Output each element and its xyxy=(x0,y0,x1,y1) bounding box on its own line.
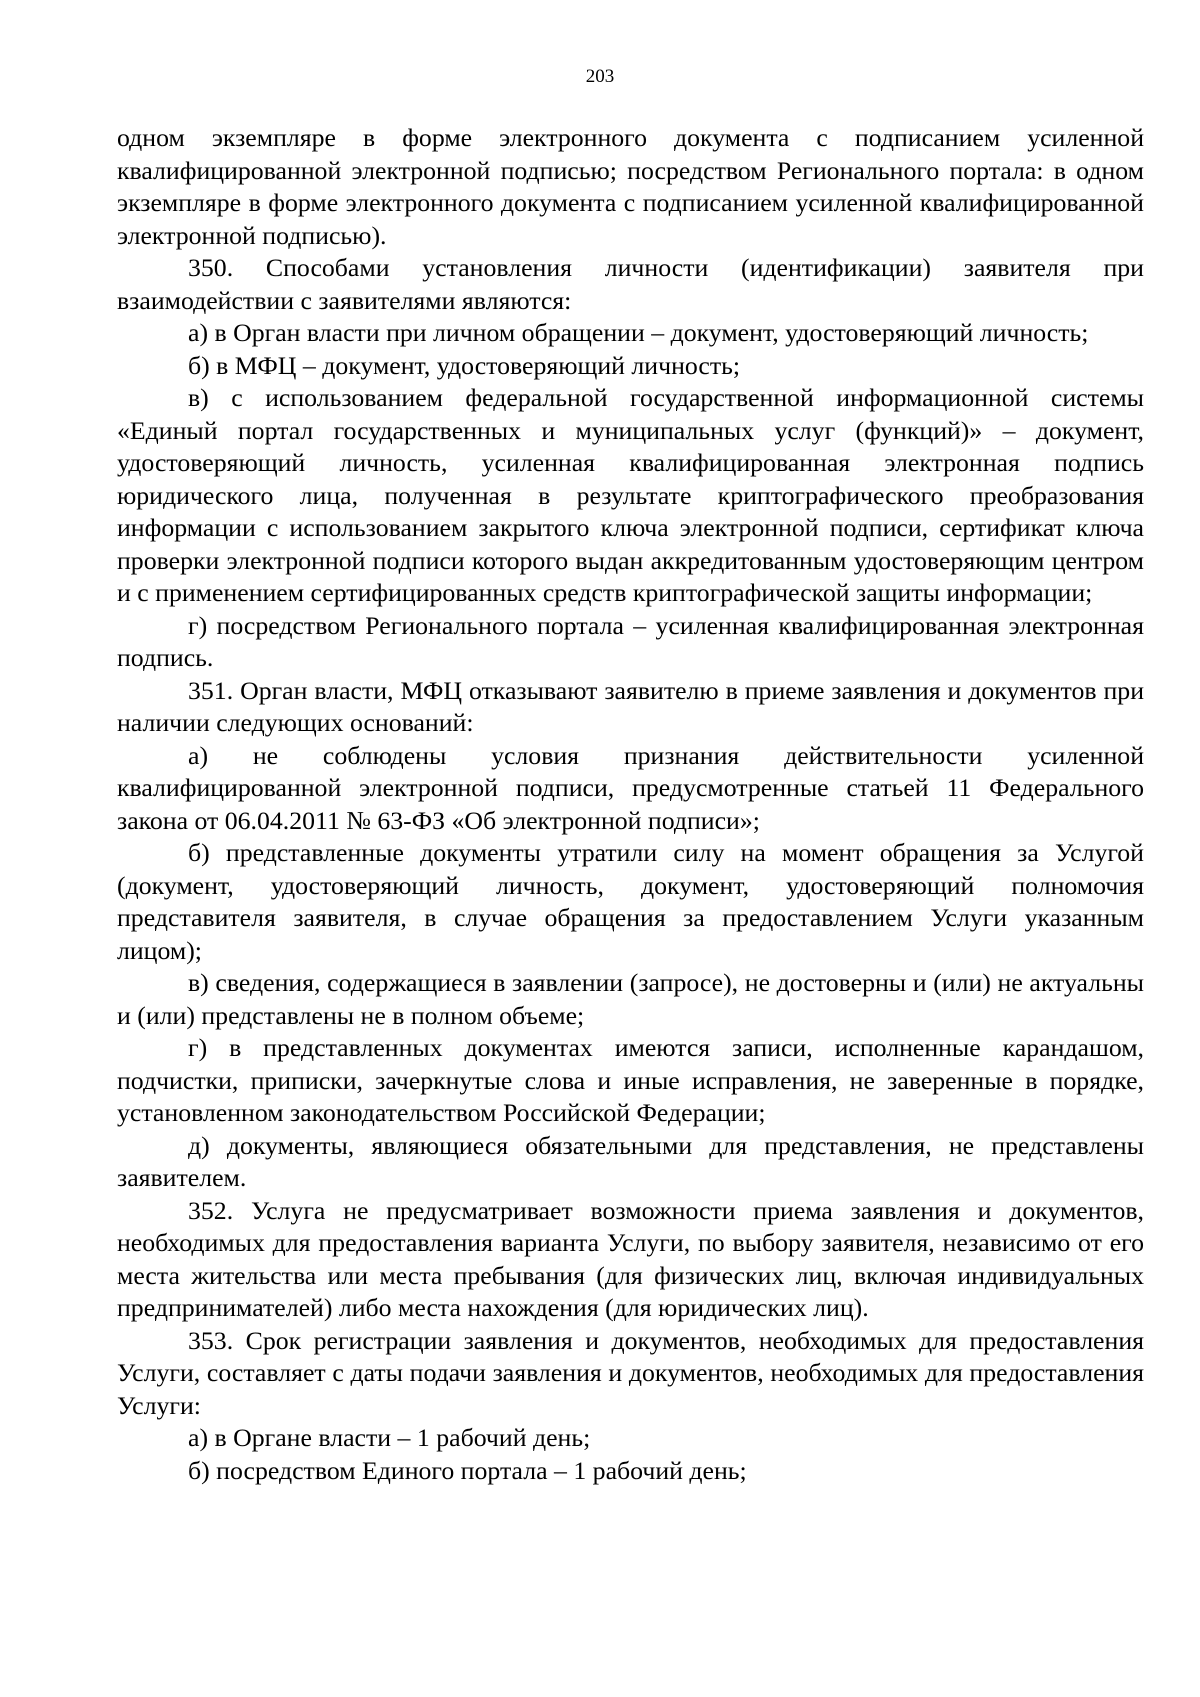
paragraph-352: 352. Услуга не предусматривает возможности приема заявления и документов, необходимых для предоставления варианта Услуги, по выбору заявителя, независимо от его места жительства или места пребывания (для физических лиц, включая индивидуальных предпринимателей) либо места нахождения (для юридических лиц). xyxy=(117,1195,1144,1322)
paragraph-353-item-b: б) посредством Единого портала – 1 рабочий день; xyxy=(188,1455,747,1485)
paragraph-353: 353. Срок регистрации заявления и документов, необходимых для предоставления Услуги, составляет с даты подачи заявления и документов, необходимых для предоставления Услуги: xyxy=(117,1325,1144,1420)
document-body xyxy=(117,122,1144,1487)
paragraph-350-item-b: б) в МФЦ – документ, удостоверяющий личность; xyxy=(188,350,741,380)
page-number: 203 xyxy=(585,66,615,87)
paragraph-351: 351. Орган власти, МФЦ отказывают заявителю в приеме заявления и документов при наличии следующих оснований: xyxy=(117,675,1144,737)
paragraph-351-item-v: в) сведения, содержащиеся в заявлении (запросе), не достоверны и (или) не актуальны и (или) представлены не в полном объеме; xyxy=(117,968,1144,1030)
paragraph-350-item-a: а) в Орган власти при личном обращении – документ, удостоверяющий личность; xyxy=(188,318,1089,347)
paragraph-350-item-g: г) посредством Регионального портала – усиленная квалифицированная электронная подпись. xyxy=(117,610,1144,672)
paragraph-350-item-v: в) с использованием федеральной государственной информационной системы «Единый портал государственных и муниципальных услуг (функций)» – документ, удостоверяющий личность, усиленная квалифицированная электронная подпись юридического лица, полученная в результате криптографического преобразования информации с использованием закрытого ключа электронной подписи, сертификат ключа проверки электронной подписи которого выдан аккредитованным удостоверяющим центром и с применением сертифицированных средств криптографической защиты информации; xyxy=(117,383,1144,607)
paragraph-continuation: одном экземпляре в форме электронного документа с подписанием усиленной квалифицированной электронной подписью; посредством Регионального портала: в одном экземпляре в форме электронного документа с подписанием усиленной квалифицированной электронной подписью). xyxy=(117,123,1144,250)
paragraph-351-item-d: д) документы, являющиеся обязательными для представления, не представлены заявителем. xyxy=(117,1130,1144,1192)
paragraph-351-item-g: г) в представленных документах имеются записи, исполненные карандашом, подчистки, приписки, зачеркнутые слова и иные исправления, не заверенные в порядке, установленном законодательством Российской Федерации; xyxy=(117,1033,1144,1127)
paragraph-351-item-b: б) представленные документы утратили силу на момент обращения за Услугой (документ, удостоверяющий личность, документ, удостоверяющий полномочия представителя заявителя, в случае обращения за предоставлением Услуги указанным лицом); xyxy=(117,838,1144,965)
paragraph-351-item-a: а) не соблюдены условия признания действительности усиленной квалифицированной электронной подписи, предусмотренные статьей 11 Федерального закона от 06.04.2011 № 63-ФЗ «Об электронной подписи»; xyxy=(117,740,1144,835)
paragraph-353-item-a: а) в Органе власти – 1 рабочий день; xyxy=(188,1423,591,1452)
paragraph-350: 350. Способами установления личности (идентификации) заявителя при взаимодействии с заявителями являются: xyxy=(117,253,1144,315)
